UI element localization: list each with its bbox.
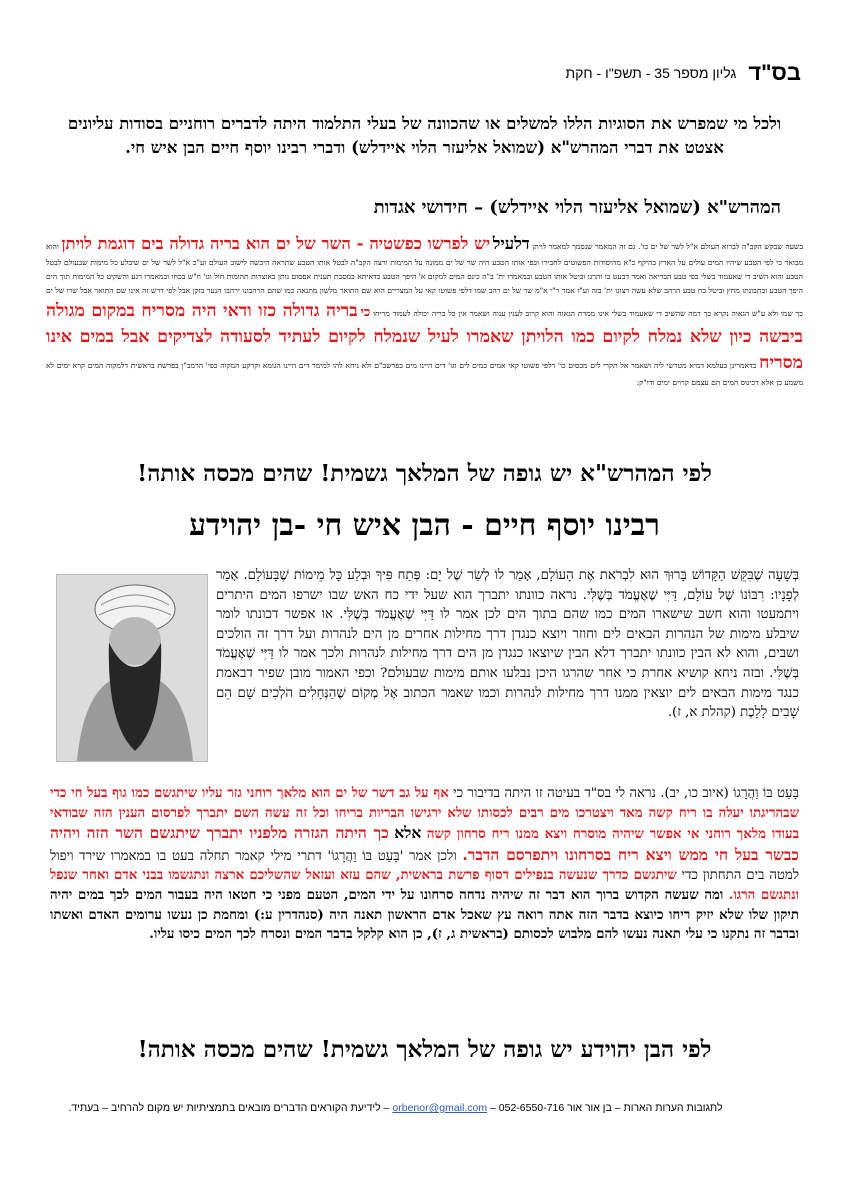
ben-yehoyada-s1-highlight: אף על גב דשר של ים הוא מלאך רוחני גזר עליו שיתגשם כמו גוף בעל חי כדי שבהריגתו יעלה בו ריח קשה מאד ויצטרכו מים רבים לכסותו שלא ירגישו הבריות בריחו וכל זה עשה השם יתברך לפרסום הענין הזה שבודאי בעודו מלאך רוחני אי אפשר שיהיה מוסרח ויצא ממנו ריח סרחון קשה	[50, 786, 799, 843]
ben-yehoyada-text-1: בְּשָׁעָה שֶׁבִּקֵּשׁ הַקָּדוֹשׁ בָּרוּךְ הוּא לִבְרֹאת אֶת הָעוֹלָם, אָמַר לוֹ לְשַׂר שֶׁל יָם: פְּתַח פִּיךָ וּבְלַע כָּל מֵימוֹת שֶׁבָּעוֹלָם. אָמַר לְפָנָיו: רִבּוֹנוֹ שֶׁל עוֹלָם, דַּיִּי שֶׁאֶעֱמֹד בְּשֶׁלִּי. נראה כוונתו יתברך הוא שעל ידי כח האש שבו ישרפו המים היתרים ויתמעטו והוא חשב שישארו המים כמו שהם בתוך הים לכן אמר לו דַּיִּי שֶׁאֶעֱמֹד בְּשֶׁלִּי. או אפשר דכונתו לומר שיבלע מימות של הנהרות הבאים לים וחוזר ויוצא כנגדן דרך מחילות אחרים מן הים לנהרות ועל דרך זה הולכים ושבים, והוא לא הבין כוונתו יתברך דלא הבין שיוצאו כנגדן מן הים דרך מחילות לנהרות ולכך אמר לו דַּיִּי שֶׁאֶעֱמֹד בְּשֶׁלִּי. ובזה ניחא קושיא אחרת כי אחר שהרגו היכן נבלעו אותם מימות שבעולם? וכפי האמור מובן שפיר דבאמת כנגד מימות הבאים לים יוצאין ממנו דרך מחילות לנהרות וכמו שאמר הכתוב אֶל מְקוֹם שֶׁהַנְּחָלִים הֹלְכִים שָׁם הֵם שָׁבִים לָלָכֶת (קהלת א, ז).	[216, 568, 799, 721]
ben-yehoyada-text-2	[50, 784, 799, 945]
maharsha-angel-heading: לפי המהרש"א יש גופה של המלאך גשמית! שהים מכסה אותה!	[137, 460, 712, 487]
maharsha-text-highlight2: בריה גדולה כזו ודאי היה מסריח במקום מגולה ביבשה כיון שלא נמלח לקיום כמו הלויתן שאמרו לעיל שנמלח לקיום לעתיד לסעודה לצדיקים אבל במים אינו מסריח	[46, 301, 803, 373]
bsd-mark: בס"ד	[748, 60, 801, 85]
ben-yehoyada-s3: ולכן אמר 'בָּעַט בּוֹ וַהֲרָגוֹ' דתרי מילי קאמר תחלה בעט בו במאמרו שירד ויפול למטה בים התחתון כדי	[50, 848, 800, 884]
footer-before: לתגובות הערות הארות – בן אור אור	[567, 1102, 723, 1114]
ben-yehoyada-s4: ומה שעשה הקדוש ברוך הוא דבר זה שיהיה נדחה סרחונו על ידי המים, הטעם מפני כי חטאו היה בעבור המים לכך במים יהיה תיקון שלו שלא יזיק ריחו כיוצא בדבר הזה אתה רואה עץ שאכל אדם הראשון תאנה היה (סנהדרין ע:) ומחמת כן נעשו ערומים האדם ואשתו ובדבר זה נתקנו כי עלי תאנה נעשו להם מלבוש לכסותם (בראשית ג, ז), כן הוא קלקל בדבר המים ונסרח לכך המים כיסו עליו.	[50, 887, 799, 943]
maharsha-text-ref: דלעיל	[492, 234, 530, 253]
ben-yehoyada-s2-ela: אלא	[394, 823, 422, 843]
page-footer	[30, 1102, 761, 1114]
maharsha-text	[46, 232, 803, 390]
issue-info: גליון מספר 35 - תשפ"ו - חקת	[565, 65, 737, 81]
ben-ish-chai-heading: רבינו יוסף חיים - הבן איש חי -בן יהוידע	[189, 508, 660, 543]
ben-yehoyada-s2-highlight: כך היתה הגזרה מלפניו יתברך שיתגשם השר הזה ויהיה כבשר בעל חי ממש ויצא ריח בסרחונו ויתפרסם הדבר.	[50, 823, 799, 864]
maharsha-heading: המהרש"א (שמואל אליעזר הלוי איידלש) – חידושי אגדות	[373, 197, 781, 218]
maharsha-text-highlight1: יש לפרשו כפשטיה - השר של ים הוא בריה גדולה בים דוגמת לויתן	[61, 234, 491, 253]
maharsha-text-part2: והוא מבואר כי לפי הטבע שיהיו המים עולים על הארץ בהיקף כ"א מהיסודות הפשוטים לחבירו וכפי אותו הטבע היה שר של ים ממונה על המימות ורצה הקב"ה לבטל אותו הטבע שתראה היבשה לישוב העולם וע"כ א"ל לשר של ים שיבלע כל מימות שבעולם לבטל הטבע והוא השיב די שאעמוד בשלי כפי טבע הבריאה ואמר דבעט בו והרגו וביטל אותו הטבע ובמאמרו ית' ב"ה כינס המים למקום א' היפך הטבע כדאיתא במסכת תענית אפסום נותן באוצרות תהומות חול וגו' וז"ש בכחו ובמאמרו רגע והשקיט כל המימות תוך הים היפך הטבע ובתבונתו מחץ וביטל כח טבע הרהב שלא עשה רצונו ית' בזה וע"ז אמר ר"י א"מ שר של ים רהב שמו דלפי פשוטו קאי על המצריים הוא שם התואר מלשון מתגאה כמו שהם הרהבונו ירהבו הנער בזקן אבל לפי דרש זה אינו שם התואר אבל שרו של ים כך שמו ולא ע"ש הגאוה נקרא כך דמה שהשיב די שאעמוד בשלי אינו ממדת הגאוה והוא קרוב לענין ענוה ושאמר אין כל בריה יכולה לעמוד מריחו	[46, 242, 803, 318]
ben-yehoyada-s1: בָּעַט בּוֹ וַהֲרָגוֹ (איוב כו, יב). נראה לי בס"ד בעיטה זו היתה בדיבור כי	[453, 786, 799, 801]
intro-paragraph: ולכל מי שמפרש את הסוגיות הללו למשלים או שהכוונה של בעלי התלמוד היתה לדברים רוחניים בסודות עליונים אצטט את דברי המהרש"א (שמואל אליעזר הלוי איידלש) ודברי רבינו יוסף חיים הבן איש חי.	[67, 114, 782, 157]
footer-after: – 052-6550-716 – לידיעת הקוראים הדברים מובאים בתמציתיות יש מקום להרחיב – בעתיד.	[68, 1102, 565, 1114]
page-header	[48, 58, 801, 88]
footer-email-link[interactable]: orbenor@gmail.com	[392, 1102, 488, 1114]
maharsha-text-part4: כדאמרינן בעלמא דמיא מטרשי ליה ושאמר אל תקרי לים מכסים כו' דלפי פשוטו קאי אמים כמים לים וגו' דים היינו מים כפרשב"ם ולא ניחא להו למימר דים היינו הגומא וקרקע המקוה כפי' הרמב"ן בפרשת בראשית דלמקוה המים קרא ימים לא משמע כן אלא דכינוס המים הם עצמם קרוים ימים ודו"ק:	[46, 361, 803, 387]
rabbi-portrait-image	[56, 574, 208, 762]
rabbi-portrait-icon	[57, 575, 207, 761]
maharsha-text-part1: בשעה שבקש הקב"ה לברוא העולם א"ל לשר של ים כו'. גם זה המאמר שנסמך למאמר לויתן	[532, 242, 803, 251]
ben-yehoyada-angel-heading: לפי הבן יהוידע יש גופה של המלאך גשמית! שהים מכסה אותה!	[137, 1036, 712, 1063]
maharsha-text-ki: כי	[360, 305, 371, 320]
ben-yehoyada-s3-highlight: שיתגשם כדרך שנעשה בנפילים דסוף פרשת בראשית, שהם עזא ועזאל שהשליכם ארצה ונתגשמו בבני אדם ואחר שנפל ונתגשם הרגו.	[50, 868, 799, 903]
